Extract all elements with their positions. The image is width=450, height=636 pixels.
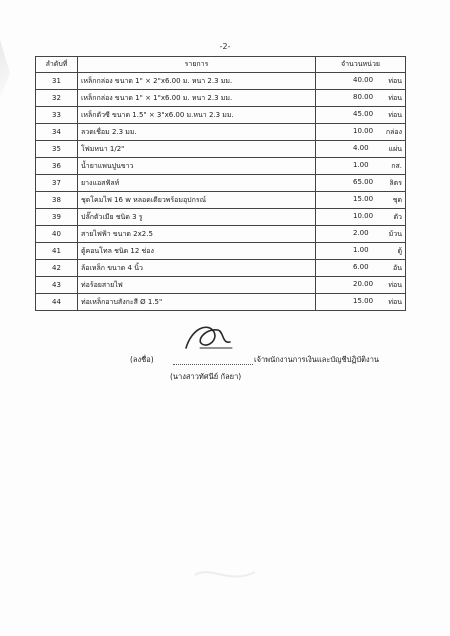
row-qty: 6.00 bbox=[353, 262, 369, 271]
signature-dotted-line bbox=[173, 356, 253, 365]
row-qty-unit bbox=[316, 260, 406, 277]
row-item: เหล็กกล่อง ขนาด 1" × 2"x6.00 ม. หนา 2.3 มม. bbox=[78, 73, 316, 90]
row-item: สายไฟฟ้า ขนาด 2x2.5 bbox=[78, 226, 316, 243]
table-row bbox=[36, 90, 406, 107]
row-qty-unit bbox=[316, 243, 406, 260]
row-item: โฟมหนา 1/2" bbox=[78, 141, 316, 158]
row-unit: ชุด bbox=[392, 195, 402, 204]
row-qty: 1.00 bbox=[353, 245, 369, 254]
row-seq: 32 bbox=[36, 90, 78, 107]
row-item: ตู้คอนโทล ชนิด 12 ช่อง bbox=[78, 243, 316, 260]
table-row bbox=[36, 124, 406, 141]
row-item: ท่อเหล็กอาบสังกะสี Ø 1.5" bbox=[78, 294, 316, 311]
sign-label: (ลงชื่อ) bbox=[130, 355, 154, 364]
row-unit: กล่อง bbox=[385, 127, 402, 136]
row-qty: 40.00 bbox=[353, 75, 374, 84]
row-seq: 41 bbox=[36, 243, 78, 260]
table-row bbox=[36, 73, 406, 90]
row-qty: 1.00 bbox=[353, 160, 369, 169]
header-item: รายการ bbox=[78, 57, 316, 73]
row-unit: ท่อน bbox=[388, 280, 402, 289]
row-qty: 10.00 bbox=[353, 211, 374, 220]
row-qty-unit bbox=[316, 158, 406, 175]
table-row bbox=[36, 141, 406, 158]
table-row bbox=[36, 192, 406, 209]
row-item: ยางแอสฟัลท์ bbox=[78, 175, 316, 192]
row-qty-unit bbox=[316, 141, 406, 158]
row-unit: กส. bbox=[391, 161, 402, 170]
row-qty-unit bbox=[316, 73, 406, 90]
table-row bbox=[36, 175, 406, 192]
signer-printed-name: (นางสาวทัศนีย์ กัลยา) bbox=[170, 372, 242, 381]
row-qty: 15.00 bbox=[353, 194, 374, 203]
row-qty-unit bbox=[316, 175, 406, 192]
row-unit: ท่อน bbox=[388, 76, 402, 85]
row-seq: 38 bbox=[36, 192, 78, 209]
row-seq: 35 bbox=[36, 141, 78, 158]
table-row bbox=[36, 294, 406, 311]
items-table bbox=[35, 56, 406, 311]
row-seq: 39 bbox=[36, 209, 78, 226]
row-qty-unit bbox=[316, 107, 406, 124]
row-seq: 33 bbox=[36, 107, 78, 124]
row-item: น้ำยาแพนปูนขาว bbox=[78, 158, 316, 175]
row-seq: 40 bbox=[36, 226, 78, 243]
table-row bbox=[36, 260, 406, 277]
row-unit: ลิตร bbox=[389, 178, 402, 187]
row-qty: 80.00 bbox=[353, 92, 374, 101]
row-item: ล้อเหล็ก ขนาด 4 นิ้ว bbox=[78, 260, 316, 277]
row-seq: 44 bbox=[36, 294, 78, 311]
row-qty-unit bbox=[316, 124, 406, 141]
row-unit: ตู้ bbox=[397, 246, 402, 255]
row-qty-unit bbox=[316, 192, 406, 209]
row-item: เหล็กตัวซี ขนาด 1.5" × 3"x6.00 ม.หนา 2.3 มม. bbox=[78, 107, 316, 124]
row-qty: 10.00 bbox=[353, 126, 374, 135]
row-qty-unit bbox=[316, 226, 406, 243]
row-qty: 15.00 bbox=[353, 296, 374, 305]
signer-position: เจ้าพนักงานการเงินและบัญชีปฏิบัติงาน bbox=[254, 355, 380, 364]
row-qty-unit bbox=[316, 209, 406, 226]
row-unit: ท่อน bbox=[388, 297, 402, 306]
row-item: เหล็กกล่อง ขนาด 1" × 1"x6.00 ม. หนา 2.3 มม. bbox=[78, 90, 316, 107]
row-qty-unit bbox=[316, 90, 406, 107]
row-item: ปลั๊กตัวเมีย ชนิด 3 รู bbox=[78, 209, 316, 226]
row-item: ลวดเชื่อม 2.3 มม. bbox=[78, 124, 316, 141]
header-seq: ลำดับที่ bbox=[36, 57, 78, 73]
header-qty-unit: จำนวนหน่วย bbox=[316, 57, 406, 73]
row-qty-unit bbox=[316, 294, 406, 311]
row-unit: แผ่น bbox=[388, 144, 402, 153]
table-row bbox=[36, 107, 406, 124]
page-number: -2- bbox=[219, 42, 231, 51]
row-seq: 31 bbox=[36, 73, 78, 90]
row-qty: 4.00 bbox=[353, 143, 369, 152]
row-qty: 45.00 bbox=[353, 109, 374, 118]
row-qty: 20.00 bbox=[353, 279, 374, 288]
table-row bbox=[36, 226, 406, 243]
row-item: ท่อร้อยสายไฟ bbox=[78, 277, 316, 294]
row-qty-unit bbox=[316, 277, 406, 294]
row-unit: ตัว bbox=[393, 212, 402, 221]
row-seq: 42 bbox=[36, 260, 78, 277]
table-row bbox=[36, 243, 406, 260]
table-header-row bbox=[36, 57, 406, 73]
row-unit: ท่อน bbox=[388, 110, 402, 119]
row-unit: ม้วน bbox=[388, 229, 402, 238]
row-qty: 2.00 bbox=[353, 228, 369, 237]
row-unit: อัน bbox=[393, 263, 402, 272]
table-row bbox=[36, 158, 406, 175]
faint-stamp-mark bbox=[190, 560, 260, 590]
row-seq: 37 bbox=[36, 175, 78, 192]
row-qty: 65.00 bbox=[353, 177, 374, 186]
table-row bbox=[36, 277, 406, 294]
row-item: ชุดโคมไฟ 16 w หลอดเดียวพร้อมอุปกรณ์ bbox=[78, 192, 316, 209]
row-seq: 36 bbox=[36, 158, 78, 175]
table-row bbox=[36, 209, 406, 226]
row-unit: ท่อน bbox=[388, 93, 402, 102]
row-seq: 34 bbox=[36, 124, 78, 141]
row-seq: 43 bbox=[36, 277, 78, 294]
